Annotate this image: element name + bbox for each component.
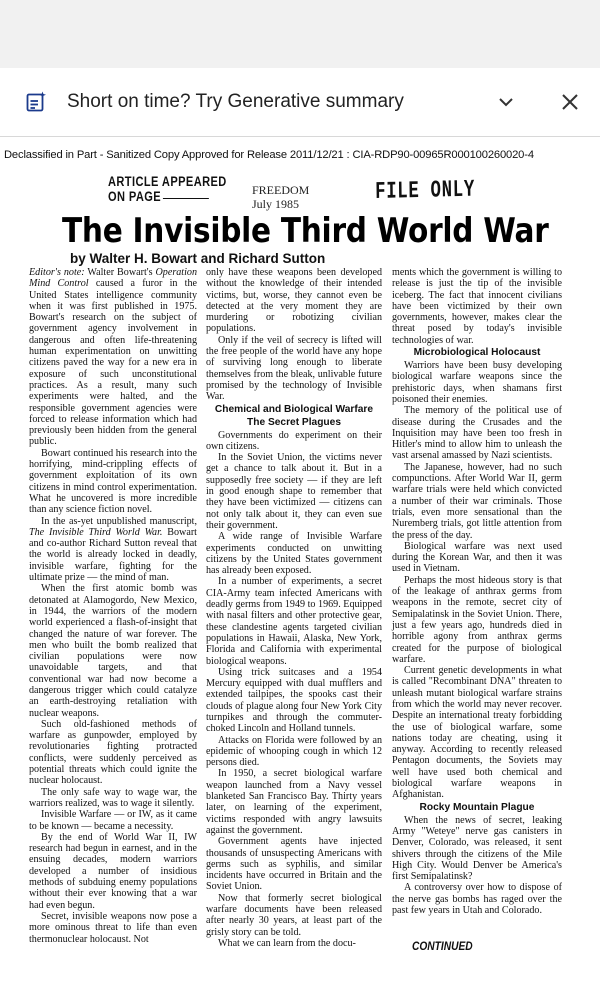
article-byline: by Walter H. Bowart and Richard Sutton [70, 251, 326, 266]
paragraph: Government agents have injected thousands of unsuspecting Americans with germs such as syphilis, and similar incidents have occurred in Britain and the Soviet Union. [206, 836, 382, 893]
article-headline: The Invisible Third World War [62, 211, 549, 251]
paragraph: Current genetic developments in what is called "Recombinant DNA" threaten to unleash mutant biological warfare strains from which the world may never recover. Despite an international treaty forbidding the use of biological warfare, some nations today are cheating, using it anyway. According to recently released Pentagon documents, the Soviets may well have used both chemical and biological warfare weapons in Afghanistan. [392, 665, 562, 801]
paragraph: ments which the government is willing to release is just the tip of the invisible iceberg. The fact that innocent civilians have been victimized by their own governments, however, makes clear the threat posed by today's invisible technologies of war. [392, 267, 562, 346]
continued-mark: CONTINUED [412, 939, 473, 953]
declassified-header: Declassified in Part - Sanitized Copy Approved for Release 2011/12/21 : CIA-RDP90-00965R000100260020-4 [4, 149, 534, 161]
generative-summary-link[interactable]: Short on time? Try Generative summary [67, 91, 404, 112]
article-column-1 [29, 267, 197, 945]
paragraph: Governments do experiment on their own citizens. [206, 429, 382, 452]
editors-note: Editor's note: Walter Bowart's Operation Mind Control caused a furor in the United States intelligence community when it was first published in 1975. Bowart's research on the subject of government agency involvement in dangerous and often life-threatening human experimentation on unwitting citizens paved the way for a new era in exposure of such unconstitutional practices. As a result, many such experiments were halted, and the responsible government agencies were forced to release information which had previously been hidden from the general public. [29, 267, 198, 448]
paragraph: In a number of experiments, a secret CIA-Army team infected Americans with deadly germs from 1949 to 1969. Equipped with nasal filters and other protective gear, these clandestine agents targeted civilian populations in Hawaii, Alaska, New York, Florida and California with experimental biological weapons. [206, 576, 382, 667]
generative-summary-banner [0, 68, 600, 137]
paragraph: Perhaps the most hideous story is that of the leakage of anthrax germs from weapons in the remote, secret city of Semipalatinsk in the Soviet Union. There, just a few years ago, hundreds died in horrible agony from anthrax germs created for the purpose of biological warfare. [392, 574, 562, 665]
paragraph: The only safe way to wage war, the warriors realized, was to wage it silently. [29, 786, 197, 809]
paragraph: A wide range of Invisible Warfare experiments conducted on unwitting citizens by the United States government has already been exposed. [206, 531, 382, 577]
paragraph: only have these weapons been developed without the knowledge of their intended victims, but, worse, they cannot even be detected at the very moment they are murdering or robotizing civilian populations. [206, 267, 382, 335]
paragraph: In 1950, a secret biological warfare weapon launched from a Navy vessel blanketed San Francisco Bay. Thirty years later, on learning of the experiment, victims responded with angry lawsuits against the government. [206, 768, 382, 836]
paragraph: What we can learn from the docu- [218, 937, 356, 949]
paragraph: Such old-fashioned methods of warfare as gunpowder, employed by revolutionaries fighting protracted conflicts, were suddenly perceived as potential threats which could ignite the nuclear holocaust. [29, 718, 197, 787]
section-subheading: The Secret Plagues [247, 416, 341, 428]
paragraph: Using trick suitcases and a 1954 Mercury equipped with dual mufflers and extended tailpipes, the spooks cast their clouds of plague along four New York City turnpikes and through the commuter-choked Lincoln and Holland tunnels. [206, 666, 382, 735]
generative-summary-icon[interactable] [24, 90, 48, 114]
paragraph: Now that formerly secret biological warfare documents have been released after nearly 30 years, at least part of the grisly story can be told. [206, 892, 382, 938]
paragraph: Invisible Warfare — or IW, as it came to be known — became a necessity. [29, 809, 197, 832]
section-heading: Chemical and Biological Warfare [214, 403, 374, 415]
paragraph: Bowart continued his research into the horrifying, mind-crippling effects of government exploitation of its own citizens in mind control experimentation. What he uncovered is more incredible than any science fiction novel. [29, 447, 197, 516]
top-margin [0, 0, 600, 68]
paragraph: Warriors have been busy developing biological warfare weapons since the prehistoric days, when shamans first poisoned their enemies. [392, 360, 562, 405]
section-heading: Rocky Mountain Plague [419, 801, 535, 813]
publication-info [252, 183, 309, 211]
publication-name: FREEDOM [252, 183, 310, 197]
article-column-2 [206, 267, 382, 949]
close-icon[interactable] [558, 90, 582, 114]
paragraph: Secret, invisible weapons now pose a more ominous threat to life than even thermonuclear holocaust. Not [29, 910, 197, 945]
paragraph: When the news of secret, leaking Army "Weteye" nerve gas canisters in Denver, Colorado, was released, it sent shivers through the citizens of the Mile High City. Would Denver be America's first Semipalatinsk? [392, 814, 562, 883]
paragraph: By the end of World War II, IW research had begun in earnest, and in the ensuing decades, modern warriors developed a number of insidious methods of subduing enemy populations without their ever knowing that a war had even begun. [29, 831, 197, 911]
paragraph: The memory of the political use of disease during the Crusades and the Inquisition may have been too fresh in Hitler's mind to allow him to unleash the vast arsenal amassed by Nazi scientists. [392, 405, 562, 462]
article-column-3 [392, 267, 562, 916]
chevron-down-icon[interactable] [494, 90, 518, 114]
paragraph: Biological warfare was next used during the Korean War, and then it was used in Vietnam. [392, 540, 562, 575]
section-heading: Microbiological Holocaust [413, 347, 541, 359]
article-appeared-stamp: ARTICLE APPEARED ON PAGE [108, 174, 227, 204]
paragraph: The Japanese, however, had no such compunctions. After World War II, germ warfare trials were held which convicted a number of their war criminals. Those trials, even more sensational than the Nuremberg trials, got little attention from the press of the day. [392, 461, 562, 541]
paragraph: In the Soviet Union, the victims never get a chance to talk about it. But in a supposedly free society — if they are left in good enough shape to remember that they have been victimized — citizens can not only talk about it, they can even sue their government. [206, 452, 382, 531]
document-page [0, 137, 600, 988]
file-only-stamp: FILE ONLY [375, 176, 476, 206]
paragraph: A controversy over how to dispose of the nerve gas bombs has raged over the past few years in Utah and Colorado. [392, 882, 562, 917]
paragraph: In the as-yet unpublished manuscript, The Invisible Third World War. Bowart and co-author Richard Sutton reveal that the world is already locked in deadly, invisible warfare, fighting for the ultimate prize — the mind of man. [29, 515, 197, 584]
paragraph: When the first atomic bomb was detonated at Alamogordo, New Mexico, in 1944, the warriors of the modern world experienced a flash-of-insight that changed the nature of war forever. The men who built the bomb realized that civilian populations were now unavoidable targets, and that conventional war had now become a dangerous trigger which could catalyze an earth-destroying retaliation with nuclear weapons. [29, 583, 197, 719]
publication-date: July 1985 [252, 197, 300, 211]
paragraph: Attacks on Florida were followed by an epidemic of whooping cough in which 12 persons died. [206, 734, 382, 769]
paragraph: Only if the veil of secrecy is lifted will the free people of the world have any hope of surviving long enough to liberate themselves from the bleak, unlivable future promised by the technology of Invisible War. [206, 334, 382, 403]
